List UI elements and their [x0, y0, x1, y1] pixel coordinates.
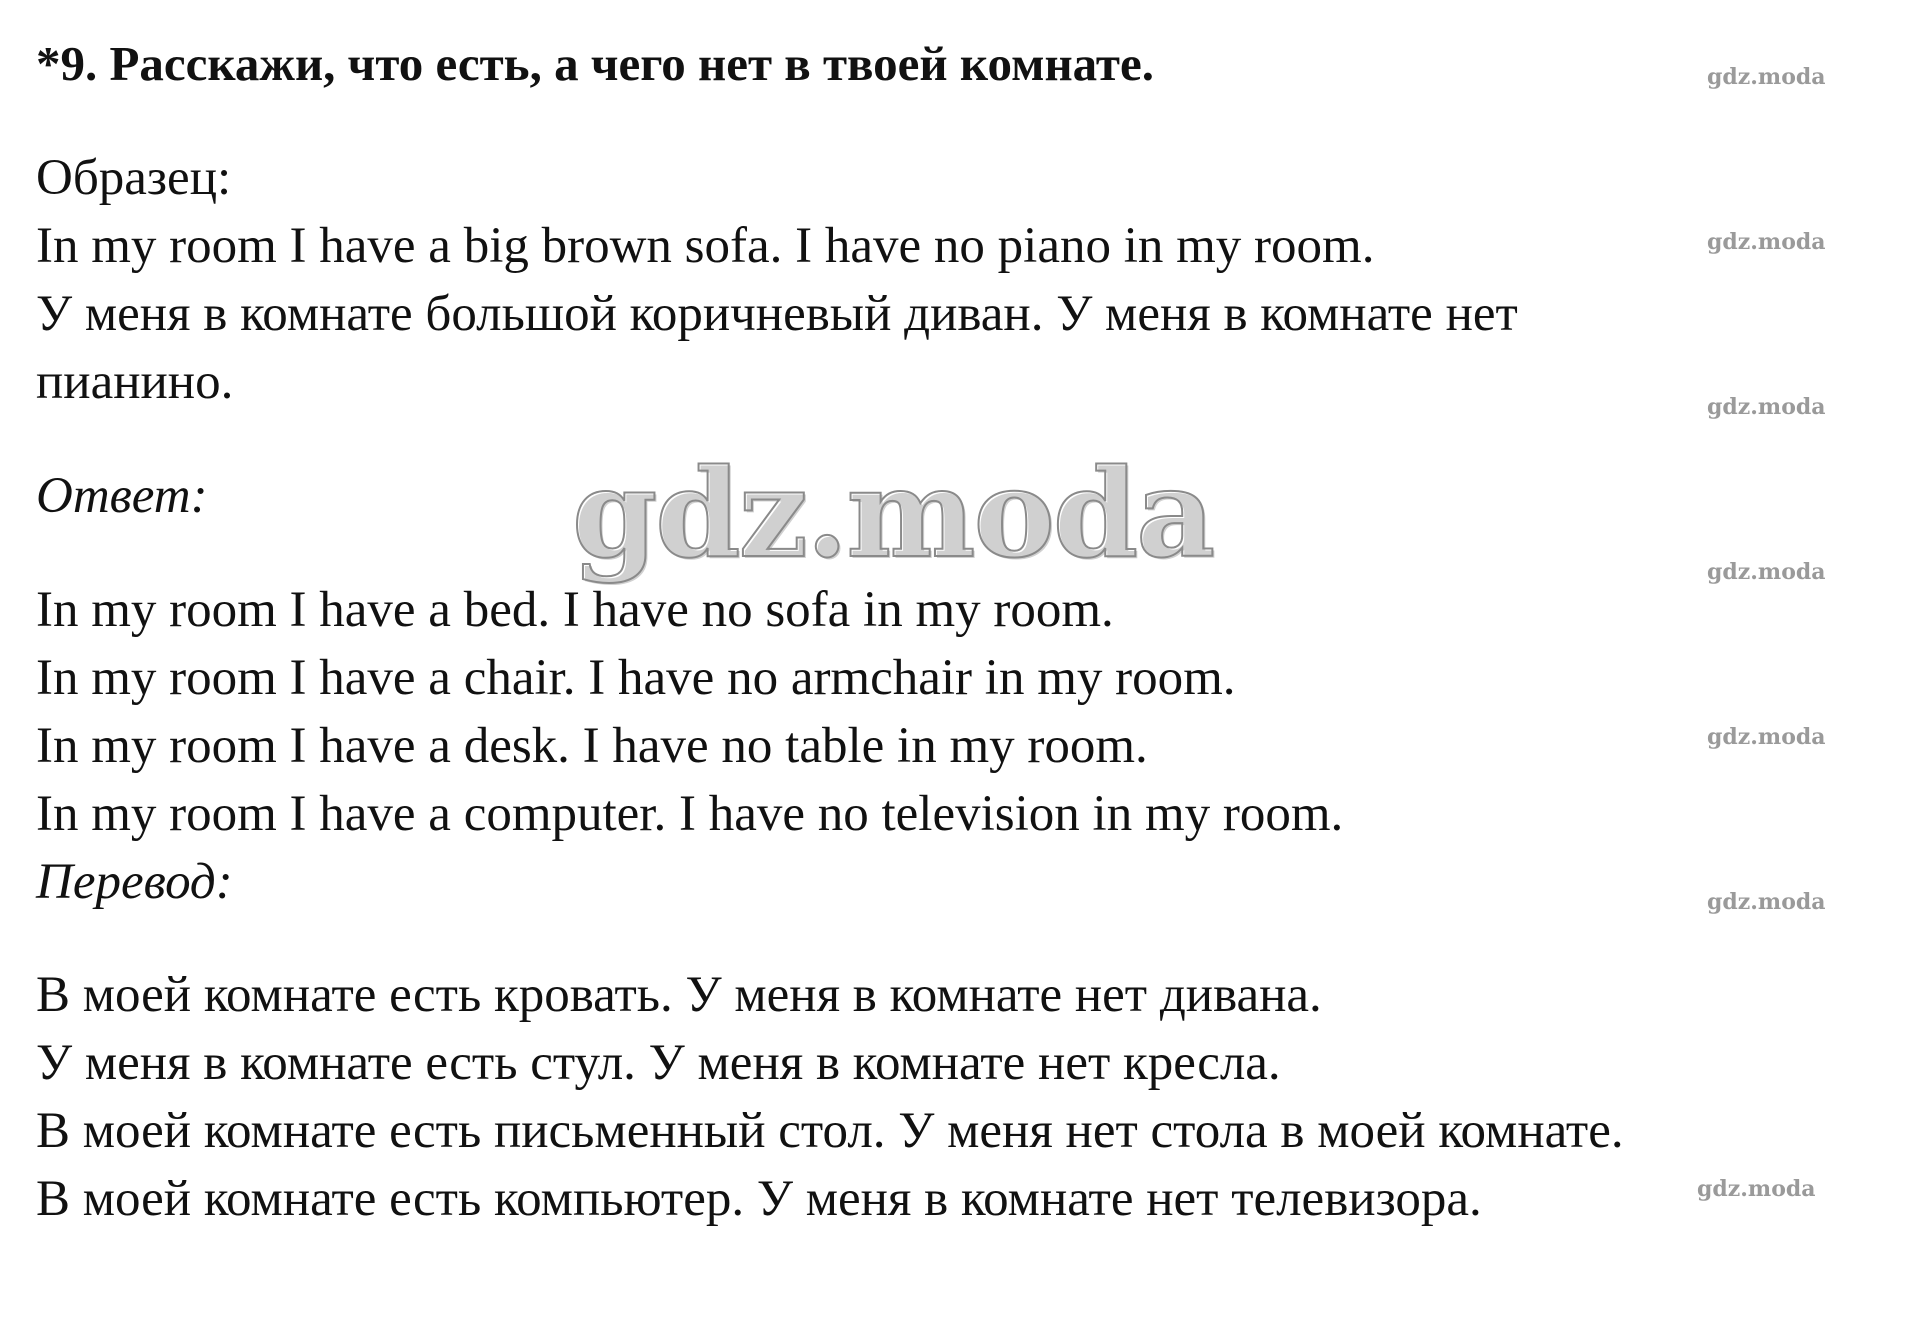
- translation-line: У меня в комнате есть стул. У меня в комнате нет кресла.: [36, 1035, 1281, 1091]
- answer-line: In my room I have a computer. I have no television in my room.: [36, 786, 1344, 842]
- watermark-small: gdz.moda: [1707, 229, 1826, 255]
- watermark-small: gdz.moda: [1707, 724, 1826, 750]
- sample-line: пианино.: [36, 354, 234, 410]
- sample-line: У меня в комнате большой коричневый диван. У меня в комнате нет: [36, 286, 1518, 342]
- answer-line: In my room I have a chair. I have no armchair in my room.: [36, 650, 1236, 706]
- watermark-small: gdz.moda: [1707, 64, 1826, 90]
- sample-line: In my room I have a big brown sofa. I have no piano in my room.: [36, 218, 1375, 274]
- watermark-small: gdz.moda: [1707, 394, 1826, 420]
- translation-label: Перевод:: [36, 854, 233, 910]
- answer-label: Ответ:: [36, 468, 208, 524]
- sample-label: Образец:: [36, 150, 232, 206]
- watermark-small: gdz.moda: [1697, 1176, 1816, 1202]
- answer-line: In my room I have a bed. I have no sofa in my room.: [36, 582, 1114, 638]
- translation-line: В моей комнате есть письменный стол. У меня нет стола в моей комнате.: [36, 1103, 1624, 1159]
- translation-line: В моей комнате есть компьютер. У меня в комнате нет телевизора.: [36, 1171, 1482, 1227]
- translation-line: В моей комнате есть кровать. У меня в комнате нет дивана.: [36, 967, 1322, 1023]
- answer-line: In my room I have a desk. I have no table in my room.: [36, 718, 1148, 774]
- task-title: *9. Расскажи, что есть, а чего нет в твоей комнате.: [36, 36, 1154, 91]
- watermark-large: gdz.moda: [572, 441, 1214, 585]
- watermark-small: gdz.moda: [1707, 889, 1826, 915]
- watermark-small: gdz.moda: [1707, 559, 1826, 585]
